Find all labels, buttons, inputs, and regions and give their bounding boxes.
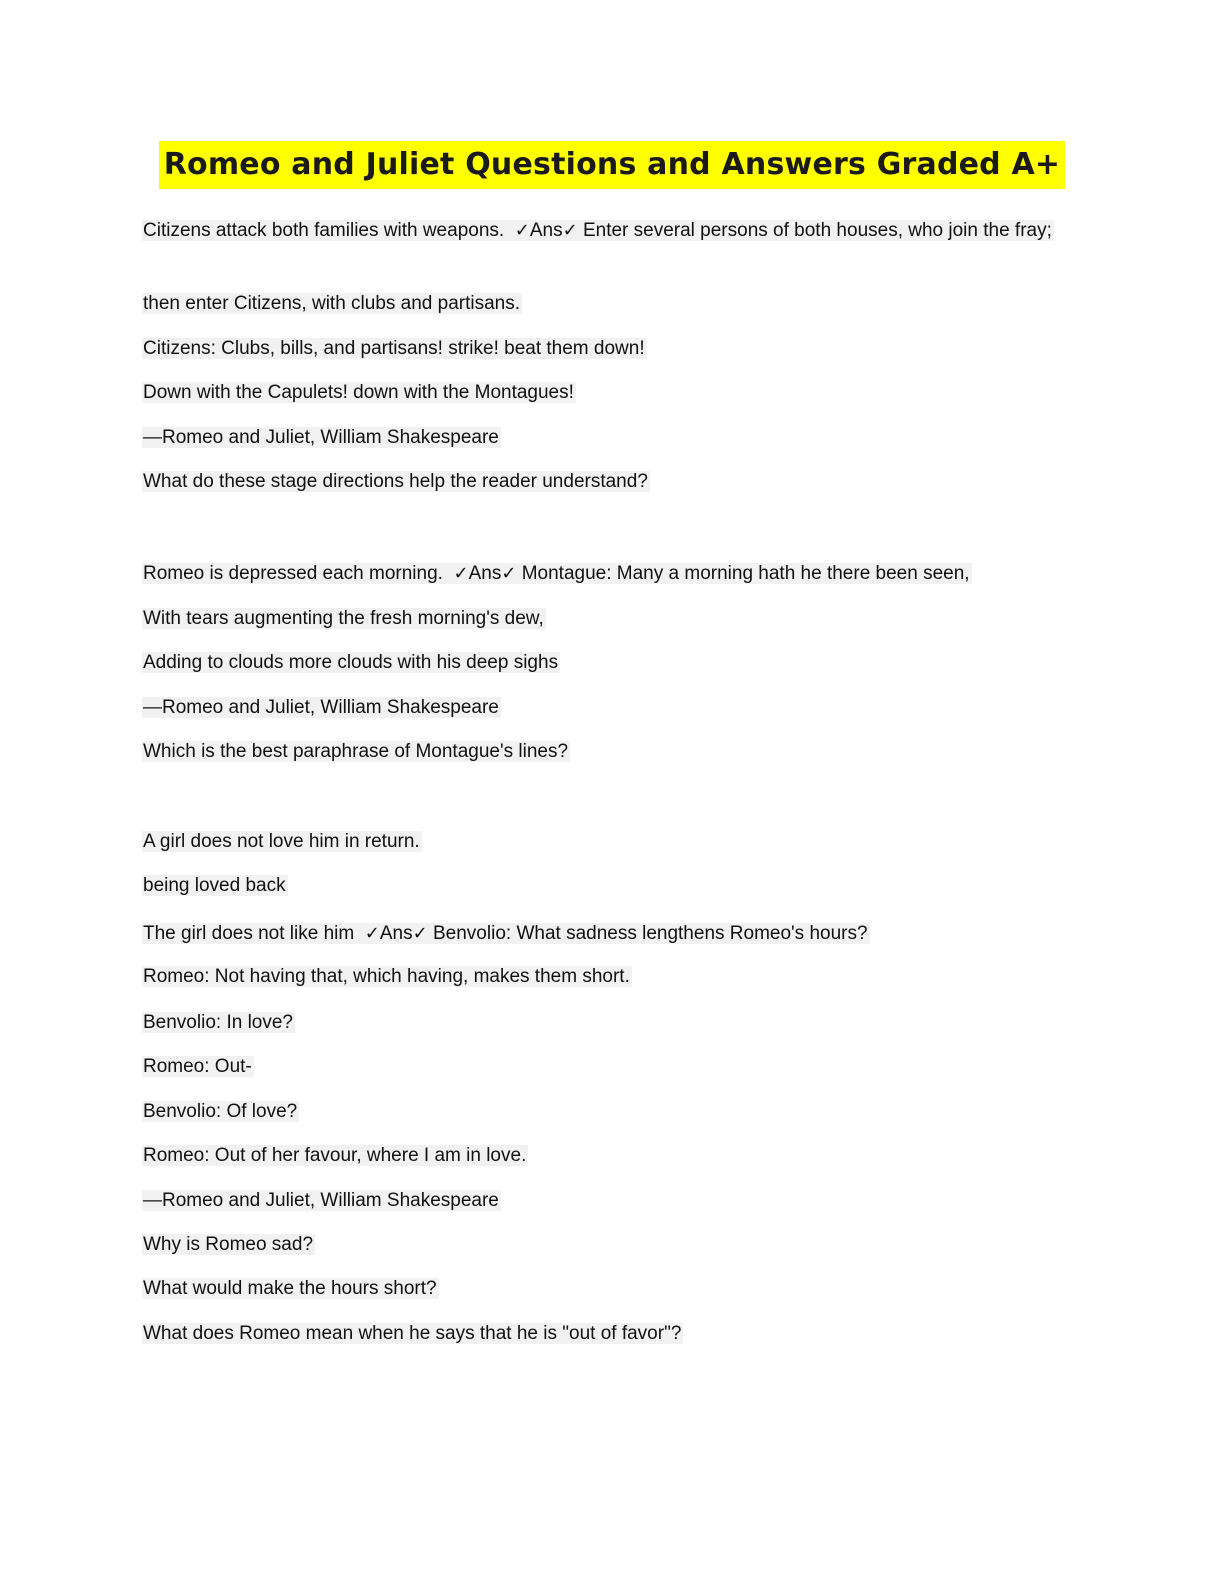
answer-label: Ans (468, 563, 502, 584)
qa2-answer: Montague: Many a morning hath he there been seen, (521, 563, 970, 584)
check-icon: ✓ (453, 563, 469, 584)
qa1-question: Citizens attack both families with weapons. (143, 220, 505, 241)
qa3-line: Benvolio: Of love? (143, 1101, 298, 1122)
qa3-pre-line: being loved back (143, 875, 286, 896)
document-title: Romeo and Juliet Questions and Answers Graded A+ (159, 141, 1066, 189)
qa3-line: Romeo: Out- (143, 1056, 252, 1077)
qa3-question-answer (142, 920, 870, 948)
qa3-prompt: Why is Romeo sad? (143, 1234, 314, 1255)
qa1-line: Down with the Capulets! down with the Montagues! (143, 382, 574, 403)
qa1-line: then enter Citizens, with clubs and partisans. (143, 293, 521, 314)
qa2-question: Romeo is depressed each morning. (143, 563, 443, 584)
check-icon: ✓ (364, 923, 380, 944)
title-container (0, 141, 1224, 189)
qa1-attribution: —Romeo and Juliet, William Shakespeare (143, 427, 499, 448)
qa1-question-answer (142, 217, 1062, 245)
qa3-prompt: What would make the hours short? (143, 1278, 437, 1299)
answer-label: Ans (379, 923, 413, 944)
qa1-prompt: What do these stage directions help the reader understand? (143, 471, 648, 492)
qa3-pre-line: A girl does not love him in return. (143, 831, 420, 852)
answer-label: Ans (529, 220, 563, 241)
qa2-attribution: —Romeo and Juliet, William Shakespeare (143, 697, 499, 718)
check-icon: ✓ (501, 563, 517, 584)
qa3-question: The girl does not like him (143, 923, 355, 944)
qa3-line: Romeo: Out of her favour, where I am in love. (143, 1145, 527, 1166)
check-icon: ✓ (412, 923, 428, 944)
qa2-question-answer (142, 560, 972, 588)
check-icon: ✓ (562, 220, 578, 241)
qa2-prompt: Which is the best paraphrase of Montague's lines? (143, 741, 569, 762)
qa1-line: Citizens: Clubs, bills, and partisans! strike! beat them down! (143, 338, 645, 359)
qa1-answer: Enter several persons of both houses, who join the fray; (582, 220, 1052, 241)
qa3-line: Benvolio: In love? (143, 1012, 293, 1033)
qa3-prompt: What does Romeo mean when he says that he is "out of favor"? (143, 1323, 682, 1344)
qa3-answer: Benvolio: What sadness lengthens Romeo's hours? (433, 923, 868, 944)
check-icon: ✓ (514, 220, 530, 241)
qa3-line: Romeo: Not having that, which having, makes them short. (143, 966, 630, 987)
qa3-attribution: —Romeo and Juliet, William Shakespeare (143, 1190, 499, 1211)
qa2-line: With tears augmenting the fresh morning's dew, (143, 608, 544, 629)
qa2-line: Adding to clouds more clouds with his deep sighs (143, 652, 559, 673)
